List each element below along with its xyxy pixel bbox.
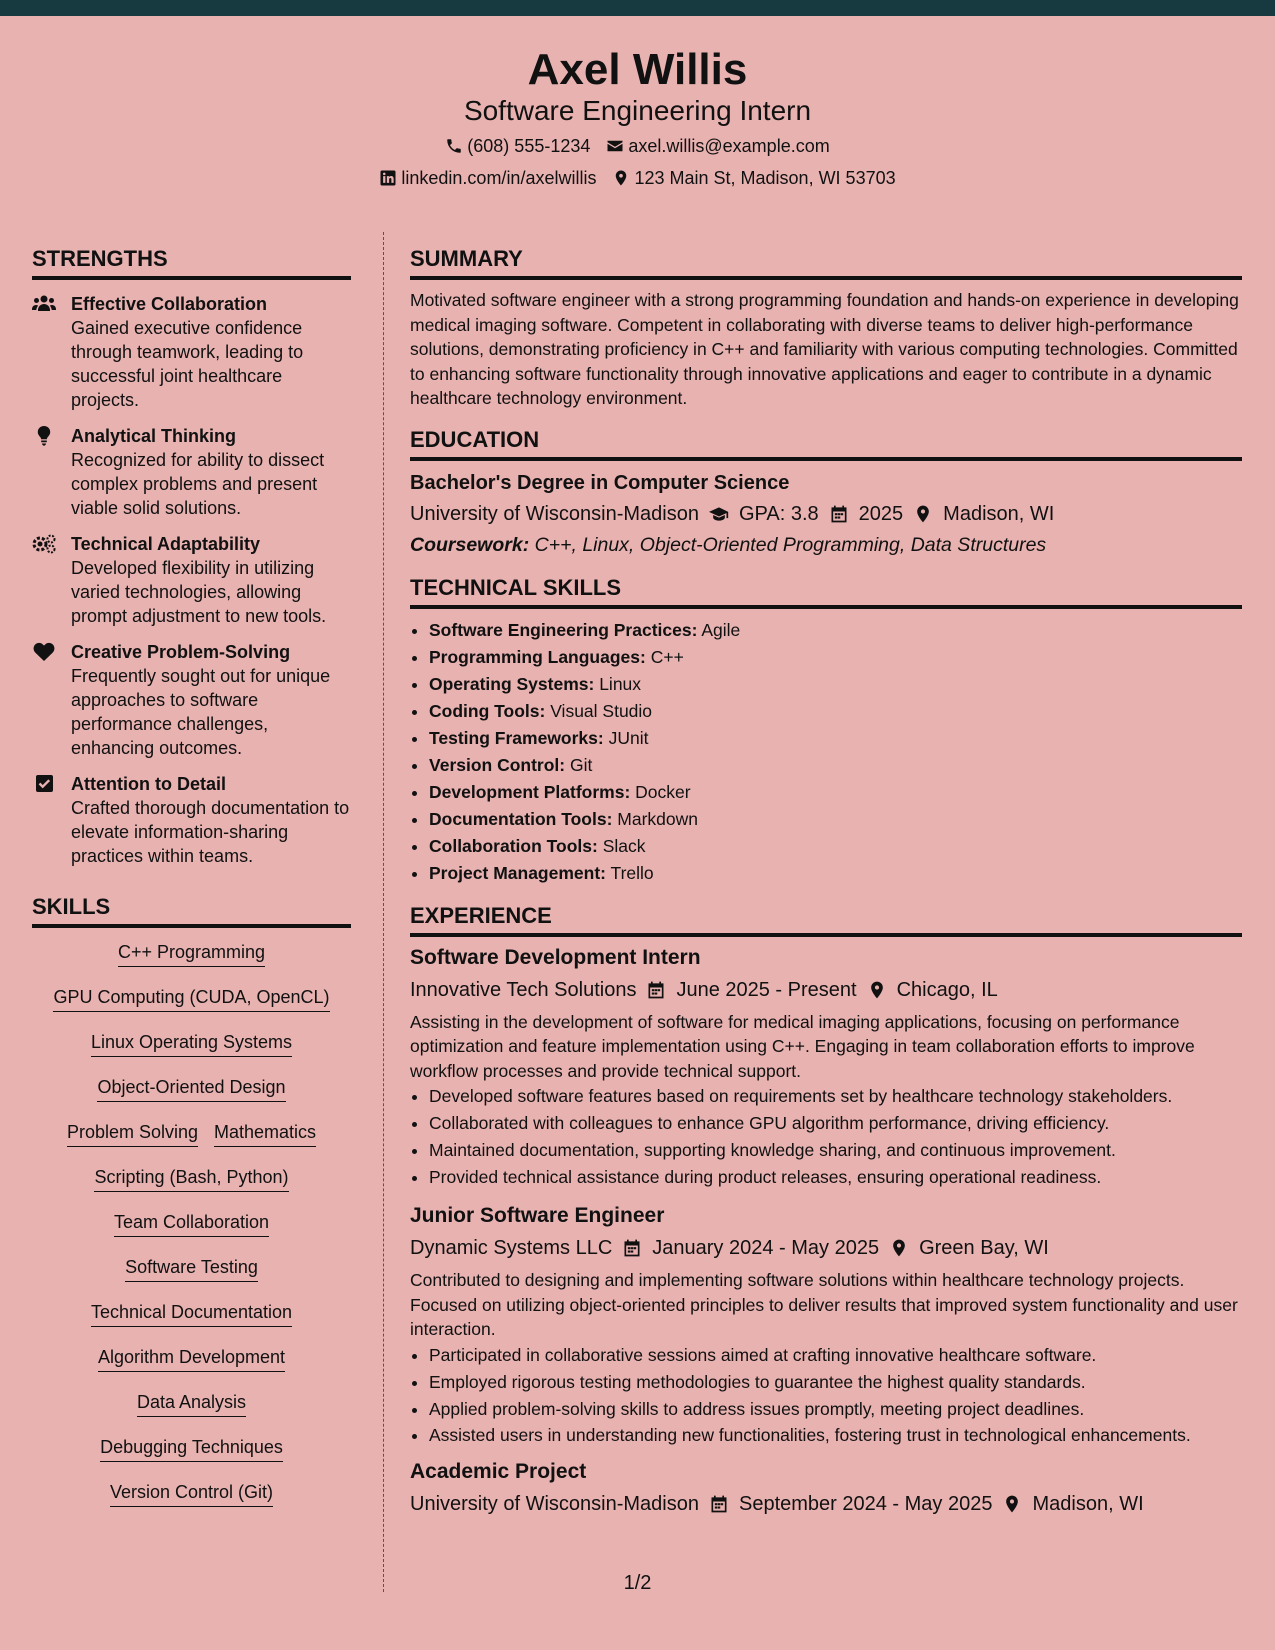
list-item — [429, 698, 1242, 725]
tech-skill-label: Coding Tools: — [429, 700, 546, 721]
strength-description: Frequently sought out for unique approaches to software performance challenges, enhancing outcomes. — [71, 666, 331, 758]
experience-heading: EXPERIENCE — [410, 901, 1242, 937]
skill-tag: Scripting (Bash, Python) — [94, 1165, 288, 1192]
tech-skill-value: Git — [570, 754, 593, 775]
list-item: • Maintained documentation, supporting knowledge sharing, and continuous improvement. — [429, 1137, 1242, 1164]
list-item: • Collaborated with colleagues to enhance GPU algorithm performance, driving efficiency. — [429, 1110, 1242, 1137]
envelope-icon — [606, 137, 624, 155]
technical-skills-heading: TECHNICAL SKILLS — [410, 573, 1242, 609]
tech-skill-label: Project Management: — [429, 862, 606, 883]
list-item: • Participated in collaborative sessions aimed at crafting innovative healthcare software. — [429, 1342, 1242, 1369]
list-item — [429, 617, 1242, 644]
skill-tag: Linux Operating Systems — [91, 1030, 292, 1057]
strength-item — [32, 424, 351, 520]
skills-heading: SKILLS — [32, 892, 351, 928]
skill-tag: C++ Programming — [118, 940, 265, 967]
school-name: University of Wisconsin-Madison — [410, 502, 699, 525]
linkedin-icon — [379, 169, 397, 187]
tech-skill-label: Programming Languages: — [429, 646, 646, 667]
top-accent-bar — [0, 0, 1275, 16]
strength-title: Attention to Detail — [71, 774, 226, 794]
map-pin-icon — [867, 980, 887, 1000]
list-item — [429, 752, 1242, 779]
technical-skills-section — [410, 573, 1242, 887]
graduation-year: 2025 — [858, 502, 904, 525]
tech-skill-value: JUnit — [608, 727, 649, 748]
address-contact — [612, 166, 895, 190]
resume-header — [0, 16, 1275, 204]
job-bullets — [410, 1342, 1242, 1448]
strength-title: Technical Adaptability — [71, 534, 261, 554]
right-column — [410, 244, 1242, 1518]
list-item — [429, 644, 1242, 671]
degree-title: Bachelor's Degree in Computer Science — [410, 471, 790, 494]
heart-icon — [32, 642, 56, 662]
tech-skill-label: Software Engineering Practices: — [429, 619, 698, 640]
gears-icon — [32, 534, 56, 554]
graduation-cap-icon — [709, 504, 729, 524]
skill-tag: Team Collaboration — [114, 1210, 269, 1237]
job-entry — [410, 943, 1242, 1192]
skill-tag: Technical Documentation — [91, 1300, 292, 1327]
strength-item — [32, 292, 351, 412]
job-bullets — [410, 1083, 1242, 1191]
job-meta — [410, 976, 1242, 1004]
calendar-icon — [646, 980, 666, 1000]
tech-skill-value: Linux — [599, 673, 642, 694]
phone-contact — [445, 134, 590, 158]
skills-list — [32, 940, 351, 1525]
education-section — [410, 425, 1242, 559]
map-pin-icon — [1002, 1494, 1022, 1514]
list-item: • Provided technical assistance during product releases, ensuring operational readiness. — [429, 1164, 1242, 1191]
job-title: Software Development Intern — [410, 945, 701, 969]
calendar-icon — [709, 1494, 729, 1514]
left-column — [32, 244, 351, 1525]
skill-tag: Problem Solving — [67, 1120, 198, 1147]
skill-tag: Algorithm Development — [98, 1345, 285, 1372]
strength-item — [32, 532, 351, 628]
skill-tag: Data Analysis — [137, 1390, 246, 1417]
skills-section — [32, 892, 351, 1525]
map-pin-icon — [889, 1238, 909, 1258]
job-location: Green Bay, WI — [919, 1237, 1049, 1259]
contact-row-2 — [0, 166, 1275, 190]
job-dates: September 2024 - May 2025 — [738, 1493, 993, 1515]
job-meta — [410, 1234, 1242, 1262]
phone-icon — [445, 137, 463, 155]
tech-skill-value: Trello — [610, 862, 654, 883]
strength-description: Developed flexibility in utilizing varied technologies, allowing prompt adjustment to new tools. — [71, 558, 327, 626]
address-text: 123 Main St, Madison, WI 53703 — [634, 168, 896, 188]
contact-row-1 — [0, 134, 1275, 158]
company-name: Dynamic Systems LLC — [410, 1237, 613, 1259]
list-item: • Applied problem-solving skills to address issues promptly, meeting project deadlines. — [429, 1396, 1242, 1423]
job-title: Junior Software Engineer — [410, 1204, 665, 1227]
skill-tag: GPU Computing (CUDA, OpenCL) — [53, 985, 329, 1012]
technical-skills-list — [410, 617, 1242, 887]
strength-description: Gained executive confidence through teamwork, leading to successful joint healthcare projects. — [71, 318, 304, 410]
job-description: Assisting in the development of software for medical imaging applications, focusing on performance optimization and feature implementation using C++. Engaging in team collaboration efforts to improve workflow processes and provide technical support. — [410, 1011, 1195, 1081]
tech-skill-value: Slack — [602, 835, 646, 856]
tech-skill-value: C++ — [650, 646, 684, 667]
summary-heading: SUMMARY — [410, 244, 1242, 280]
tech-skill-label: Operating Systems: — [429, 673, 595, 694]
strength-title: Analytical Thinking — [71, 426, 237, 446]
email-contact[interactable] — [606, 134, 829, 158]
gpa-text: GPA: 3.8 — [738, 502, 819, 525]
job-dates: January 2024 - May 2025 — [652, 1237, 880, 1259]
tech-skill-label: Testing Frameworks: — [429, 727, 604, 748]
list-item — [429, 833, 1242, 860]
strength-description: Crafted thorough documentation to elevate information-sharing practices within teams. — [71, 798, 350, 866]
education-heading: EDUCATION — [410, 425, 1242, 461]
strengths-heading: STRENGTHS — [32, 244, 351, 280]
job-location: Chicago, IL — [896, 978, 998, 1001]
list-item — [429, 806, 1242, 833]
strength-title: Effective Collaboration — [71, 294, 268, 314]
calendar-icon — [829, 504, 849, 524]
list-item — [429, 779, 1242, 806]
coursework-label: Coursework: — [410, 533, 530, 556]
list-item: • Developed software features based on requirements set by healthcare technology stakeholders. — [429, 1083, 1242, 1110]
skill-tag: Debugging Techniques — [100, 1435, 283, 1462]
users-icon — [32, 294, 56, 314]
candidate-title: Software Engineering Intern — [463, 95, 812, 126]
skill-tag: Object-Oriented Design — [97, 1075, 285, 1102]
strength-item — [32, 772, 351, 868]
school-location: Madison, WI — [943, 502, 1055, 525]
skill-tag: Mathematics — [214, 1120, 316, 1147]
candidate-name: Axel Willis — [527, 45, 748, 94]
job-title: Academic Project — [410, 1460, 587, 1483]
job-description: Contributed to designing and implementing software solutions within healthcare technology projects. Focused on utilizing object-oriented principles to deliver results that improved system functionality and user interaction. — [410, 1270, 1238, 1339]
skill-tag: Software Testing — [125, 1255, 258, 1282]
summary-text: Motivated software engineer with a strong programming foundation and hands-on experience in developing medical imaging software. Competent in collaborating with diverse teams to deliver high-performance solutions, demonstrating proficiency in C++ and familiarity with various computing technologies. Committed to enhancing software functionality through innovative applications and eager to contribute in a dynamic healthcare technology environment. — [410, 290, 1239, 408]
list-item: • Employed rigorous testing methodologies to guarantee the highest quality standards. — [429, 1369, 1242, 1396]
company-name: Innovative Tech Solutions — [410, 978, 637, 1001]
tech-skill-value: Markdown — [617, 808, 699, 829]
strength-description: Recognized for ability to dissect complex problems and present viable solid solutions. — [71, 450, 325, 518]
map-pin-icon — [612, 169, 630, 187]
strength-title: Creative Problem-Solving — [71, 642, 291, 662]
email-text[interactable]: axel.willis@example.com — [628, 136, 830, 156]
job-meta — [410, 1490, 1242, 1518]
tech-skill-value: Visual Studio — [550, 700, 653, 721]
column-divider — [383, 232, 384, 1592]
page-number: 1/2 — [623, 1572, 652, 1594]
checkbox-icon — [32, 774, 56, 794]
tech-skill-value: Agile — [701, 619, 741, 640]
coursework-list: C++, Linux, Object-Oriented Programming, Data Structures — [534, 533, 1047, 556]
coursework — [410, 531, 1242, 559]
list-item — [429, 671, 1242, 698]
tech-skill-value: Docker — [635, 781, 691, 802]
list-item: • Assisted users in understanding new functionalities, fostering trust in technological enhancements. — [429, 1423, 1242, 1448]
phone-text: (608) 555-1234 — [467, 136, 591, 156]
tech-skill-label: Documentation Tools: — [429, 808, 613, 829]
tech-skill-label: Version Control: — [429, 754, 566, 775]
job-entry — [410, 1201, 1242, 1447]
experience-section — [410, 901, 1242, 1519]
job-entry — [410, 1457, 1242, 1518]
skill-tag: Version Control (Git) — [110, 1480, 273, 1507]
tech-skill-label: Development Platforms: — [429, 781, 631, 802]
strength-item — [32, 640, 351, 760]
linkedin-contact[interactable] — [379, 166, 596, 190]
job-location: Madison, WI — [1032, 1493, 1144, 1515]
map-pin-icon — [913, 504, 933, 524]
lightbulb-icon — [32, 426, 56, 446]
education-meta — [410, 500, 1242, 528]
tech-skill-label: Collaboration Tools: — [429, 835, 598, 856]
linkedin-text[interactable]: linkedin.com/in/axelwillis — [401, 168, 597, 188]
list-item — [429, 725, 1242, 752]
calendar-icon — [622, 1238, 642, 1258]
company-name: University of Wisconsin-Madison — [410, 1493, 699, 1515]
job-dates: June 2025 - Present — [676, 978, 857, 1001]
list-item — [429, 860, 1242, 887]
